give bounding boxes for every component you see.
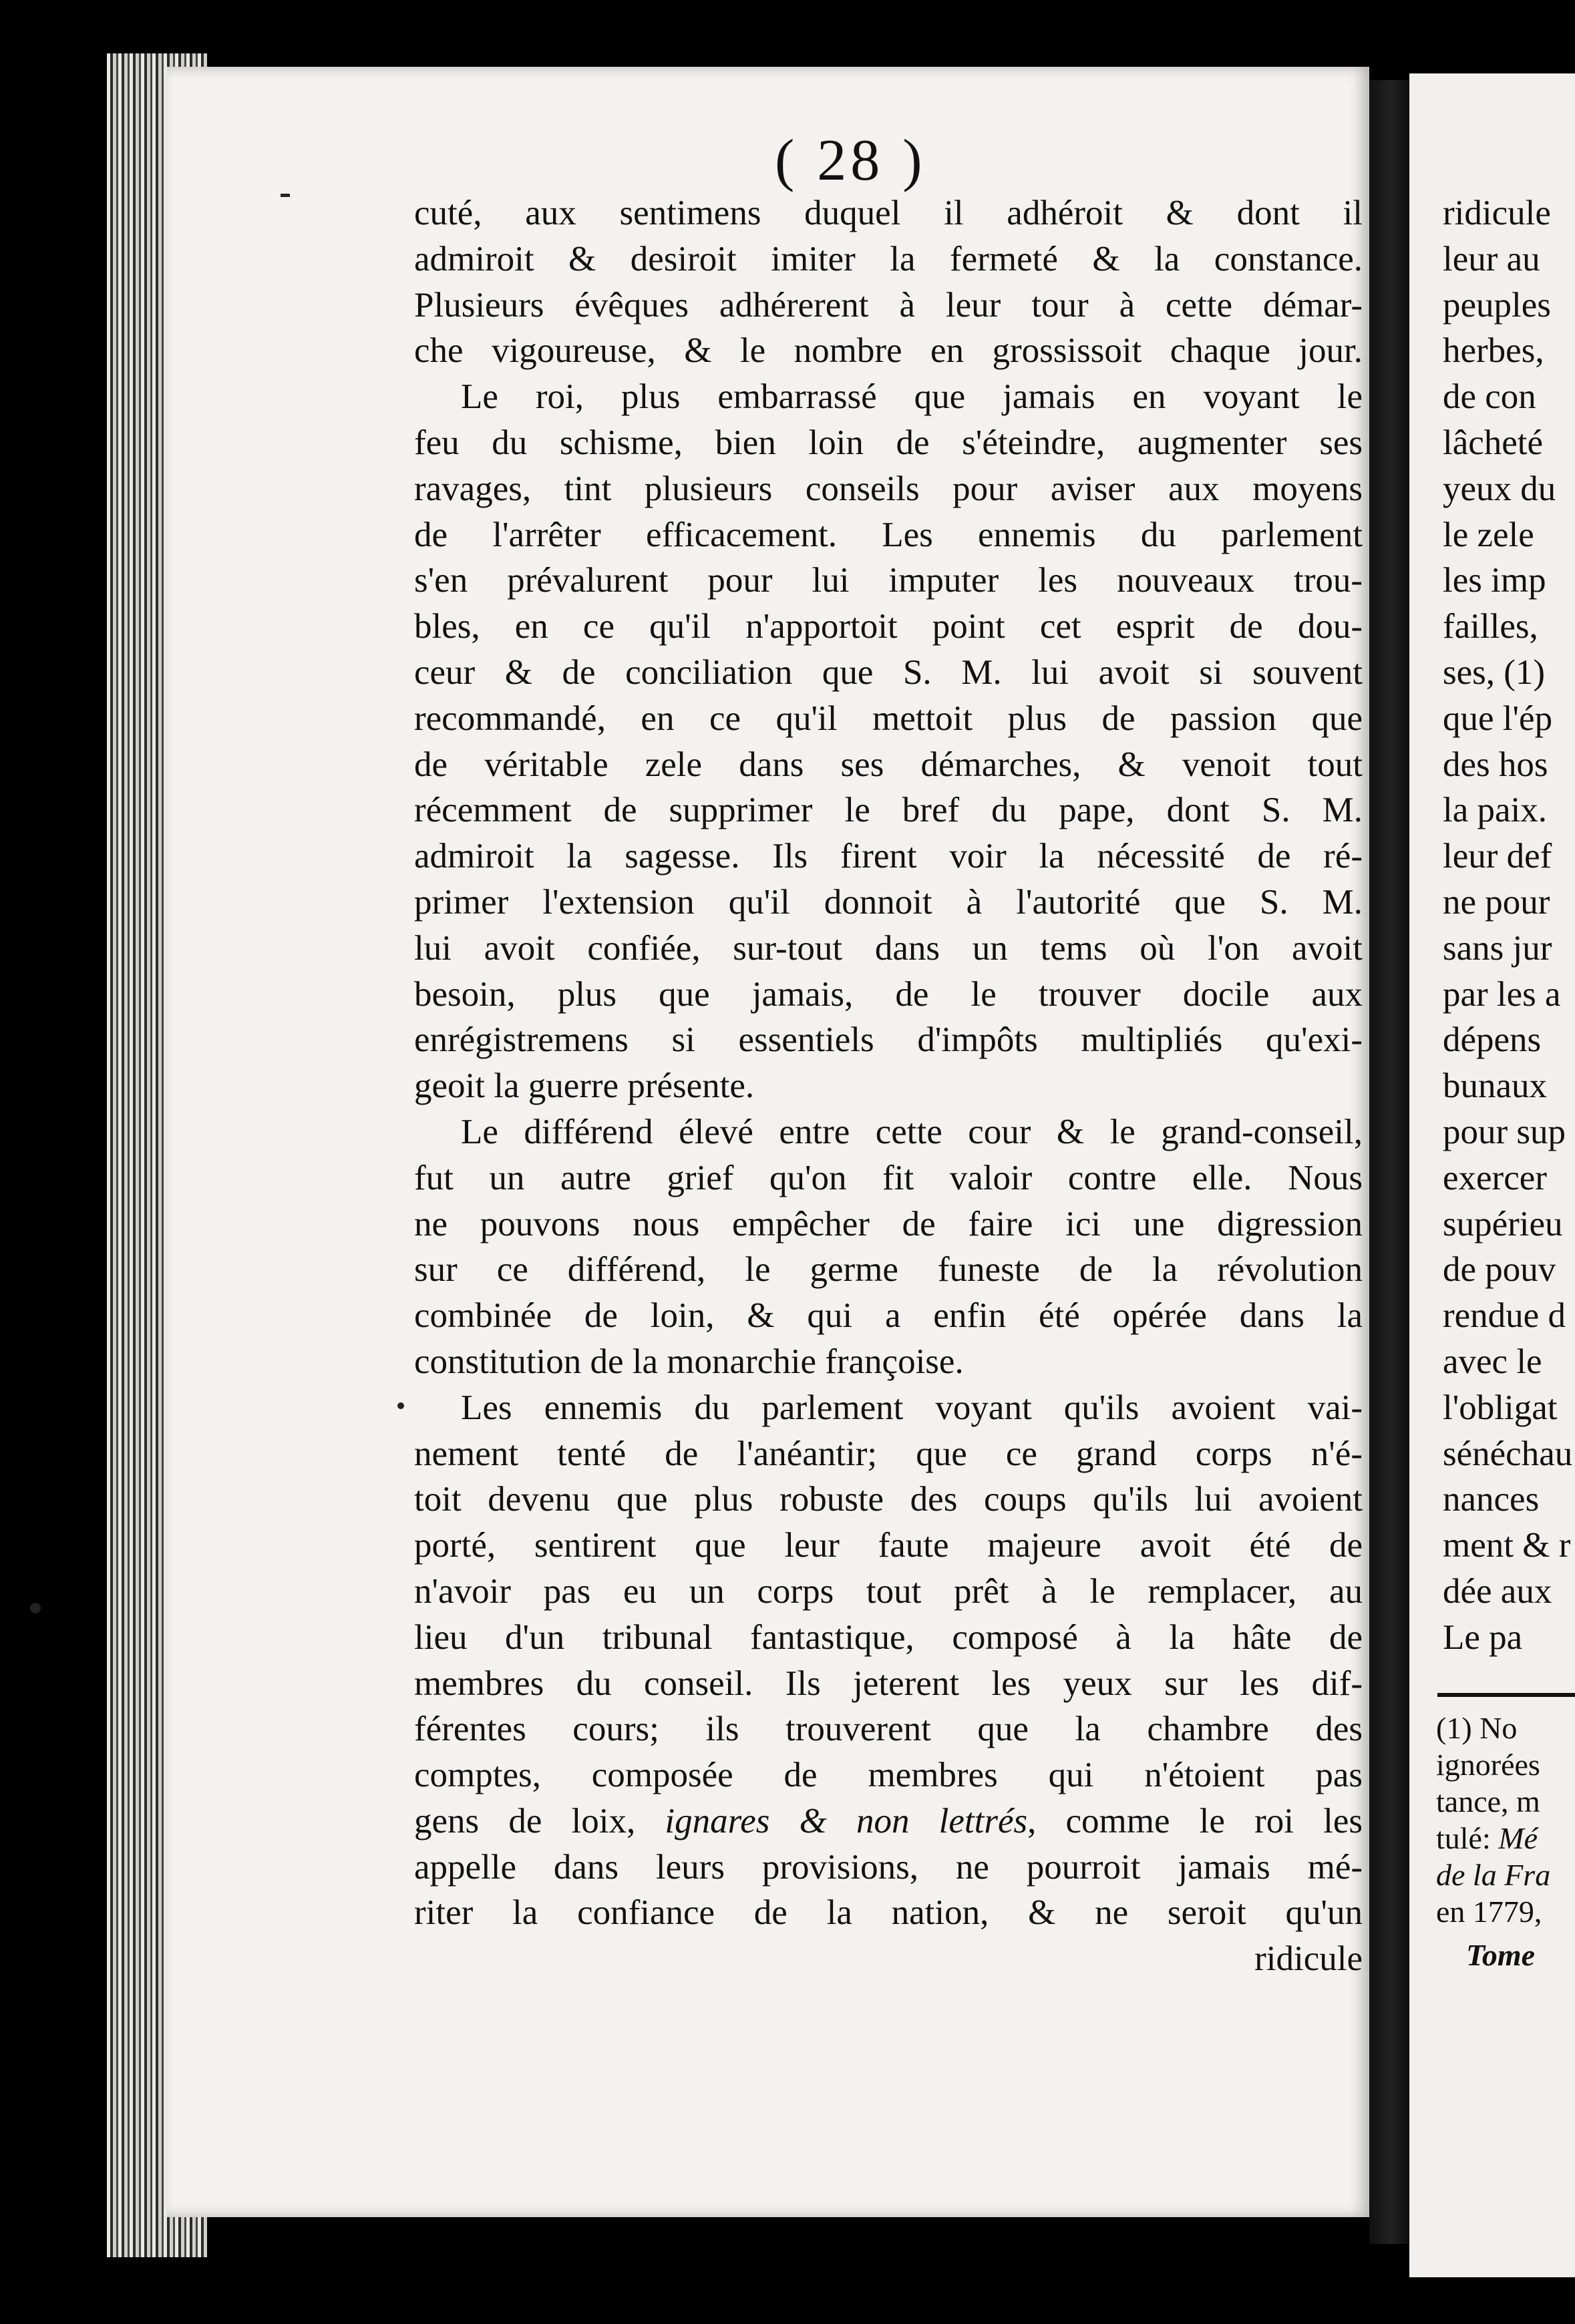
text-line: férentes cours; ils trouverent que la chambre des — [414, 1710, 1363, 1749]
right-page-line: des hos — [1443, 745, 1548, 784]
right-page-line: exercer — [1443, 1158, 1547, 1197]
text-line: Le roi, plus embarrassé que jamais en voyant le — [461, 377, 1363, 417]
right-page-line: par les a — [1443, 974, 1561, 1014]
text-line: Le différend élevé entre cette cour & le grand-conseil, — [461, 1112, 1363, 1151]
footnote-line: (1) No — [1436, 1711, 1518, 1745]
text-line: nement tenté de l'anéantir; que ce grand corps n'é- — [414, 1434, 1363, 1473]
right-page-line: herbes, — [1443, 331, 1544, 371]
text-line: constitution de la monarchie françoise. — [414, 1342, 964, 1381]
right-page-line: que l'ép — [1443, 699, 1553, 738]
right-page-line: le zele — [1443, 515, 1534, 554]
text-line: s'en prévalurent pour lui imputer les nouveaux trou- — [414, 561, 1363, 600]
right-page-line: yeux du — [1443, 469, 1556, 508]
catchword: ridicule — [1254, 1939, 1363, 1979]
right-page-line: sénéchau — [1443, 1434, 1573, 1473]
ink-speck — [397, 1402, 404, 1409]
right-page-line: leur def — [1443, 837, 1552, 876]
main-text-block — [414, 190, 1363, 1982]
right-page-line: ses, (1) — [1443, 652, 1546, 692]
right-page-line: peuples — [1443, 285, 1551, 325]
right-page-line: failles, — [1443, 607, 1538, 646]
text-line: lieu d'un tribunal fantastique, composé à la hâte de — [414, 1617, 1363, 1657]
text-line: primer l'extension qu'il donnoit à l'autorité que S. M. — [414, 882, 1363, 922]
text-line: lui avoit confiée, sur-tout dans un tems où l'on avoit — [414, 928, 1363, 968]
right-page-line: dépens — [1443, 1020, 1542, 1060]
text-line: admiroit la sagesse. Ils firent voir la nécessité de ré- — [414, 837, 1363, 876]
footnote-line: de la Fra — [1436, 1858, 1551, 1892]
right-page-line: ridicule — [1443, 194, 1551, 232]
text-line: bles, en ce qu'il n'apportoit point cet esprit de dou- — [414, 607, 1363, 646]
text-line: comptes, composée de membres qui n'étoient pas — [414, 1756, 1363, 1795]
right-page-line: ne pour — [1443, 882, 1550, 922]
text-line: porté, sentirent que leur faute majeure avoit été de — [414, 1526, 1363, 1565]
right-page-text — [1443, 190, 1575, 1661]
text-line: ravages, tint plusieurs conseils pour aviser aux moyens — [414, 469, 1363, 508]
text-line: de véritable zele dans ses démarches, & venoit tout — [414, 745, 1363, 784]
text-segment: , comme le roi les — [1027, 1801, 1363, 1841]
italic-segment: ignares & non lettrés — [665, 1801, 1028, 1841]
footnote-line — [1436, 1820, 1575, 1857]
text-line: cuté, aux sentimens duquel il adhéroit & dont il — [414, 194, 1363, 232]
text-line: membres du conseil. Ils jeterent les yeux sur les dif- — [414, 1664, 1363, 1703]
right-page-line: de pouv — [1443, 1250, 1556, 1290]
text-segment: gens de loix, — [414, 1801, 665, 1841]
right-page-line: de con — [1443, 377, 1536, 417]
text-line: récemment de supprimer le bref du pape, dont S. M. — [414, 791, 1363, 830]
text-line — [414, 1798, 1363, 1845]
right-page-line: avec le — [1443, 1342, 1542, 1381]
footnote-line: en 1779, — [1436, 1895, 1542, 1929]
right-page-line: la paix. — [1443, 791, 1547, 830]
text-line: combinée de loin, & qui a enfin été opérée dans la — [414, 1296, 1363, 1336]
text-line: toit devenu que plus robuste des coups qu'ils lui avoient — [414, 1480, 1363, 1519]
right-page-line: sans jur — [1443, 928, 1552, 968]
text-line: n'avoir pas eu un corps tout prêt à le remplacer, au — [414, 1571, 1363, 1611]
text-line: admiroit & desiroit imiter la fermeté & la constance. — [414, 239, 1363, 278]
book-gutter — [1369, 80, 1413, 2244]
italic-segment: Mé — [1498, 1821, 1538, 1855]
text-line: riter la confiance de la nation, & ne seroit qu'un — [414, 1893, 1363, 1933]
text-line: enrégistremens si essentiels d'impôts multipliés qu'exi- — [414, 1020, 1363, 1060]
text-line: ceur & de conciliation que S. M. lui avoit si souvent — [414, 652, 1363, 692]
text-line: geoit la guerre présente. — [414, 1067, 755, 1106]
right-page-line: ment & r — [1443, 1526, 1571, 1565]
right-page-line: leur au — [1443, 239, 1540, 278]
right-page-line: lâcheté — [1443, 423, 1544, 462]
signature-mark: Tome — [1466, 1938, 1536, 1972]
footnote-rule — [1437, 1693, 1575, 1697]
text-line: Plusieurs évêques adhérerent à leur tour à cette démar- — [414, 285, 1363, 325]
text-line: che vigoureuse, & le nombre en grossissoit chaque jour. — [414, 331, 1363, 371]
footnote-line: ignorées — [1436, 1748, 1540, 1782]
right-page-line: Le pa — [1443, 1617, 1523, 1657]
right-page-line: les imp — [1443, 561, 1546, 600]
right-page-line: nances — [1443, 1480, 1540, 1519]
text-line: appelle dans leurs provisions, ne pourroit jamais mé- — [414, 1847, 1363, 1887]
right-page-line: dée aux — [1443, 1571, 1552, 1611]
text-line: ne pouvons nous empêcher de faire ici une digression — [414, 1204, 1363, 1243]
ink-speck — [30, 1603, 41, 1613]
right-page-footnote — [1436, 1710, 1575, 1973]
page-number: ( 28 ) — [775, 128, 926, 193]
text-line: besoin, plus que jamais, de le trouver docile aux — [414, 974, 1363, 1014]
text-segment: tulé: — [1436, 1821, 1499, 1855]
text-line: sur ce différend, le germe funeste de la révolution — [414, 1250, 1363, 1290]
text-line: de l'arrêter efficacement. Les ennemis du parlement — [414, 515, 1363, 554]
text-line: fut un autre grief qu'on fit valoir contre elle. Nous — [414, 1158, 1363, 1197]
text-line: feu du schisme, bien loin de s'éteindre, augmenter ses — [414, 423, 1363, 462]
right-page-line: supérieu — [1443, 1204, 1563, 1243]
footnote-line: tance, m — [1436, 1784, 1540, 1818]
right-page-line: l'obligat — [1443, 1388, 1558, 1427]
right-page-line: bunaux — [1443, 1067, 1548, 1106]
right-page-line: pour sup — [1443, 1112, 1566, 1151]
right-page-line: rendue d — [1443, 1296, 1566, 1336]
text-line: Les ennemis du parlement voyant qu'ils avoient vai- — [461, 1388, 1363, 1427]
ink-speck — [281, 194, 290, 197]
text-line: recommandé, en ce qu'il mettoit plus de passion que — [414, 699, 1363, 738]
